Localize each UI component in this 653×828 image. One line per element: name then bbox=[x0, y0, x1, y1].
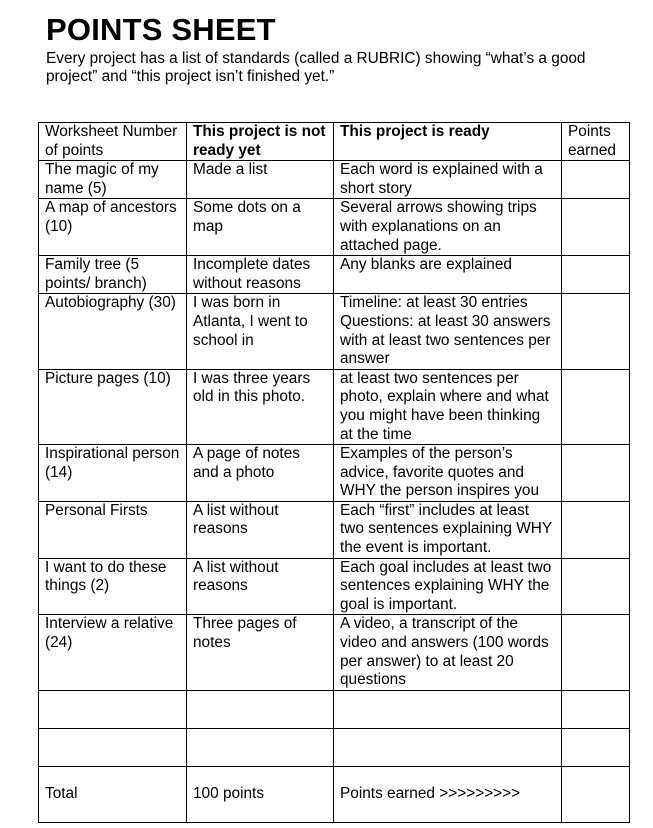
total-row bbox=[39, 766, 630, 822]
cell-points-earned[interactable] bbox=[562, 445, 630, 502]
cell-not-ready: I was born in Atlanta, I went to school in bbox=[187, 294, 334, 369]
cell-points-earned[interactable] bbox=[562, 199, 630, 256]
cell-ready[interactable] bbox=[334, 690, 562, 728]
cell-not-ready: A list without reasons bbox=[187, 558, 334, 615]
rubric-table bbox=[38, 122, 630, 823]
intro-line: project” and “this project isn’t finished yet.” bbox=[46, 68, 335, 85]
cell-points-earned[interactable] bbox=[562, 615, 630, 690]
cell-not-ready: I was three years old in this photo. bbox=[187, 369, 334, 444]
cell-ready: Each word is explained with a short story bbox=[334, 161, 562, 199]
cell-points-earned[interactable] bbox=[562, 558, 630, 615]
cell-not-ready: A page of notes and a photo bbox=[187, 445, 334, 502]
cell-ready: Timeline: at least 30 entries Questions: at least 30 answers with at least two sentences per answer bbox=[334, 294, 562, 369]
cell-ready: Any blanks are explained bbox=[334, 256, 562, 294]
cell-points-earned[interactable] bbox=[562, 728, 630, 766]
cell-not-ready: A list without reasons bbox=[187, 501, 334, 558]
cell-ready: Each “first” includes at least two sentences explaining WHY the event is important. bbox=[334, 501, 562, 558]
cell-not-ready: Incomplete dates without reasons bbox=[187, 256, 334, 294]
cell-worksheet: Inspirational person (14) bbox=[39, 445, 187, 502]
total-label: Total bbox=[39, 766, 187, 822]
table-row bbox=[39, 369, 630, 444]
cell-not-ready[interactable] bbox=[187, 690, 334, 728]
cell-points-earned[interactable] bbox=[562, 294, 630, 369]
table-row bbox=[39, 558, 630, 615]
cell-not-ready: Three pages of notes bbox=[187, 615, 334, 690]
points-earned-label: Points earned >>>>>>>>> bbox=[334, 766, 562, 822]
table-row bbox=[39, 501, 630, 558]
cell-ready: Examples of the person’s advice, favorite quotes and WHY the person inspires you bbox=[334, 445, 562, 502]
header-worksheet: Worksheet Number of points bbox=[39, 123, 187, 161]
cell-worksheet: I want to do these things (2) bbox=[39, 558, 187, 615]
cell-not-ready: Some dots on a map bbox=[187, 199, 334, 256]
table-row bbox=[39, 615, 630, 690]
total-points: 100 points bbox=[187, 766, 334, 822]
cell-worksheet: A map of ancestors (10) bbox=[39, 199, 187, 256]
cell-ready: A video, a transcript of the video and answers (100 words per answer) to at least 20 questions bbox=[334, 615, 562, 690]
blank-row bbox=[39, 690, 630, 728]
cell-worksheet[interactable] bbox=[39, 690, 187, 728]
cell-points-earned[interactable] bbox=[562, 161, 630, 199]
header-row bbox=[39, 123, 630, 161]
table-row bbox=[39, 161, 630, 199]
cell-worksheet: Picture pages (10) bbox=[39, 369, 187, 444]
cell-worksheet: Family tree (5 points/ branch) bbox=[39, 256, 187, 294]
cell-points-earned[interactable] bbox=[562, 256, 630, 294]
cell-ready: Several arrows showing trips with explanations on an attached page. bbox=[334, 199, 562, 256]
cell-points-earned[interactable] bbox=[562, 501, 630, 558]
cell-worksheet: Autobiography (30) bbox=[39, 294, 187, 369]
cell-worksheet: Personal Firsts bbox=[39, 501, 187, 558]
header-points-earned: Points earned bbox=[562, 123, 630, 161]
total-points-earned[interactable] bbox=[562, 766, 630, 822]
cell-ready[interactable] bbox=[334, 728, 562, 766]
blank-row bbox=[39, 728, 630, 766]
cell-not-ready: Made a list bbox=[187, 161, 334, 199]
cell-points-earned[interactable] bbox=[562, 690, 630, 728]
table-row bbox=[39, 294, 630, 369]
cell-points-earned[interactable] bbox=[562, 369, 630, 444]
cell-not-ready[interactable] bbox=[187, 728, 334, 766]
cell-ready: Each goal includes at least two sentences explaining WHY the goal is important. bbox=[334, 558, 562, 615]
page-title: POINTS SHEET bbox=[46, 12, 276, 47]
cell-worksheet: The magic of my name (5) bbox=[39, 161, 187, 199]
cell-worksheet[interactable] bbox=[39, 728, 187, 766]
intro-paragraph bbox=[46, 50, 636, 86]
table-row bbox=[39, 445, 630, 502]
cell-worksheet: Interview a relative (24) bbox=[39, 615, 187, 690]
cell-ready: at least two sentences per photo, explain where and what you might have been thinking at the time bbox=[334, 369, 562, 444]
header-ready: This project is ready bbox=[334, 123, 562, 161]
table-row bbox=[39, 199, 630, 256]
intro-line: Every project has a list of standards (called a RUBRIC) showing “what’s a good bbox=[46, 50, 586, 67]
header-not-ready: This project is not ready yet bbox=[187, 123, 334, 161]
table-row bbox=[39, 256, 630, 294]
